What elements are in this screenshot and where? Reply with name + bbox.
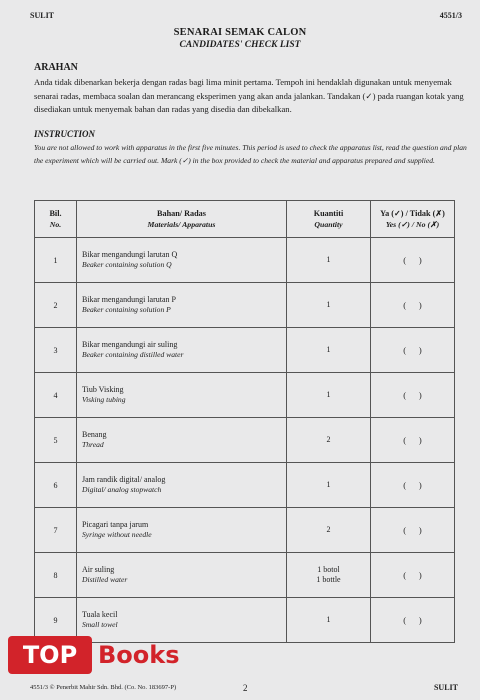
- check-box[interactable]: ( ): [403, 345, 422, 355]
- check-box[interactable]: ( ): [403, 255, 422, 265]
- arahan-heading: ARAHAN: [34, 62, 78, 73]
- topbooks-logo: [8, 636, 188, 674]
- table-row: [35, 238, 455, 283]
- item-english: Thread: [82, 440, 104, 449]
- row-quantity: [287, 598, 371, 643]
- row-number: 9: [35, 598, 77, 643]
- item-english: Beaker containing solution Q: [82, 260, 172, 269]
- table-row: [35, 328, 455, 373]
- check-box[interactable]: ( ): [403, 615, 422, 625]
- item-english: Beaker containing solution P: [82, 305, 171, 314]
- row-item: [77, 283, 287, 328]
- check-box[interactable]: ( ): [403, 525, 422, 535]
- row-check[interactable]: [371, 598, 455, 643]
- quantity-malay: 1 botol: [317, 565, 340, 574]
- row-item: [77, 508, 287, 553]
- row-quantity: [287, 508, 371, 553]
- check-box[interactable]: ( ): [403, 435, 422, 445]
- row-check[interactable]: [371, 463, 455, 508]
- check-box[interactable]: ( ): [403, 390, 422, 400]
- item-english: Digital/ analog stopwatch: [82, 485, 162, 494]
- table-row: [35, 508, 455, 553]
- item-malay: Bikar mengandungi larutan P: [82, 295, 176, 304]
- item-english: Beaker containing distilled water: [82, 350, 184, 359]
- table-row: [35, 373, 455, 418]
- quantity-malay: 1: [326, 255, 331, 264]
- row-item: [77, 463, 287, 508]
- row-item: [77, 553, 287, 598]
- item-malay: Jam randik digital/ analog: [82, 475, 166, 484]
- check-box[interactable]: ( ): [403, 480, 422, 490]
- col-header-no: Bil. No.: [35, 201, 77, 238]
- row-quantity: [287, 553, 371, 598]
- row-quantity: [287, 283, 371, 328]
- item-malay: Bikar mengandungi air suling: [82, 340, 178, 349]
- table-row: [35, 463, 455, 508]
- checklist-table: [34, 200, 454, 643]
- row-number: 2: [35, 283, 77, 328]
- logo-top-badge: TOP: [8, 636, 92, 674]
- table-row: [35, 283, 455, 328]
- row-item: [77, 418, 287, 463]
- item-english: Distilled water: [82, 575, 128, 584]
- quantity-malay: 1: [326, 345, 331, 354]
- item-malay: Tuala kecil: [82, 610, 118, 619]
- header-sulit: SULIT: [30, 11, 55, 20]
- item-malay: Picagari tanpa jarum: [82, 520, 149, 529]
- check-box[interactable]: ( ): [403, 570, 422, 580]
- quantity-malay: 1: [326, 300, 331, 309]
- quantity-malay: 1: [326, 480, 331, 489]
- quantity-malay: 1: [326, 390, 331, 399]
- page-number: 2: [243, 683, 248, 693]
- row-check[interactable]: [371, 283, 455, 328]
- row-item: [77, 238, 287, 283]
- row-number: 8: [35, 553, 77, 598]
- item-english: Small towel: [82, 620, 118, 629]
- item-malay: Air suling: [82, 565, 115, 574]
- row-number: 3: [35, 328, 77, 373]
- page-subtitle: CANDIDATES' CHECK LIST: [179, 40, 301, 50]
- row-check[interactable]: [371, 508, 455, 553]
- col-header-check: Ya (✓) / Tidak (✗) Yes (✓) / No (✗): [371, 201, 455, 238]
- footer-sulit: SULIT: [433, 683, 458, 692]
- item-malay: Benang: [82, 430, 107, 439]
- row-number: 4: [35, 373, 77, 418]
- row-check[interactable]: [371, 328, 455, 373]
- row-number: 6: [35, 463, 77, 508]
- quantity-malay: 1: [326, 615, 331, 624]
- table-row: [35, 418, 455, 463]
- row-check[interactable]: [371, 418, 455, 463]
- check-box[interactable]: ( ): [403, 300, 422, 310]
- col-header-item: Bahan/ Radas Materials/ Apparatus: [77, 201, 287, 238]
- arahan-text: Anda tidak dibenarkan bekerja dengan radas bagi lima minit pertama. Tempoh ini hendaklah digunakan untuk menyemak senarai radas, membaca soalan dan merancang eksperimen yang akan anda jalankan. Tandakan (✓) pada ruangan kotak yang disediakan untuk menyemak bahan dan radas yang disedia dan dibekalkan.: [34, 77, 464, 114]
- header-code: 4551/3: [439, 11, 462, 20]
- row-number: 5: [35, 418, 77, 463]
- row-quantity: [287, 373, 371, 418]
- item-malay: Tiub Visking: [82, 385, 124, 394]
- instruction-text: You are not allowed to work with apparatus in the first five minutes. This period is used to check the apparatus list, read the question and plan the experiment which will be carried out. Mark (✓) in the box provided to check the material and apparatus prepared and supplied.: [34, 143, 467, 165]
- logo-books-text: Books: [98, 641, 180, 669]
- row-number: 1: [35, 238, 77, 283]
- row-quantity: [287, 418, 371, 463]
- row-check[interactable]: [371, 553, 455, 598]
- item-malay: Bikar mengandungi larutan Q: [82, 250, 178, 259]
- instruction-heading: INSTRUCTION: [34, 129, 96, 139]
- row-item: [77, 373, 287, 418]
- row-item: [77, 328, 287, 373]
- item-english: Visking tubing: [82, 395, 126, 404]
- page-title: SENARAI SEMAK CALON: [173, 27, 307, 38]
- row-quantity: [287, 238, 371, 283]
- row-check[interactable]: [371, 373, 455, 418]
- quantity-malay: 2: [326, 435, 331, 444]
- quantity-english: 1 bottle: [316, 575, 341, 584]
- item-english: Syringe without needle: [82, 530, 152, 539]
- row-number: 7: [35, 508, 77, 553]
- table-row: [35, 553, 455, 598]
- table-header-row: [35, 201, 455, 238]
- row-check[interactable]: [371, 238, 455, 283]
- row-quantity: [287, 328, 371, 373]
- footer-copyright: 4551/3 © Penerbit Mahir Sdn. Bhd. (Co. No. 183697-P): [30, 684, 177, 691]
- col-header-qty: Kuantiti Quantity: [287, 201, 371, 238]
- quantity-malay: 2: [326, 525, 331, 534]
- row-quantity: [287, 463, 371, 508]
